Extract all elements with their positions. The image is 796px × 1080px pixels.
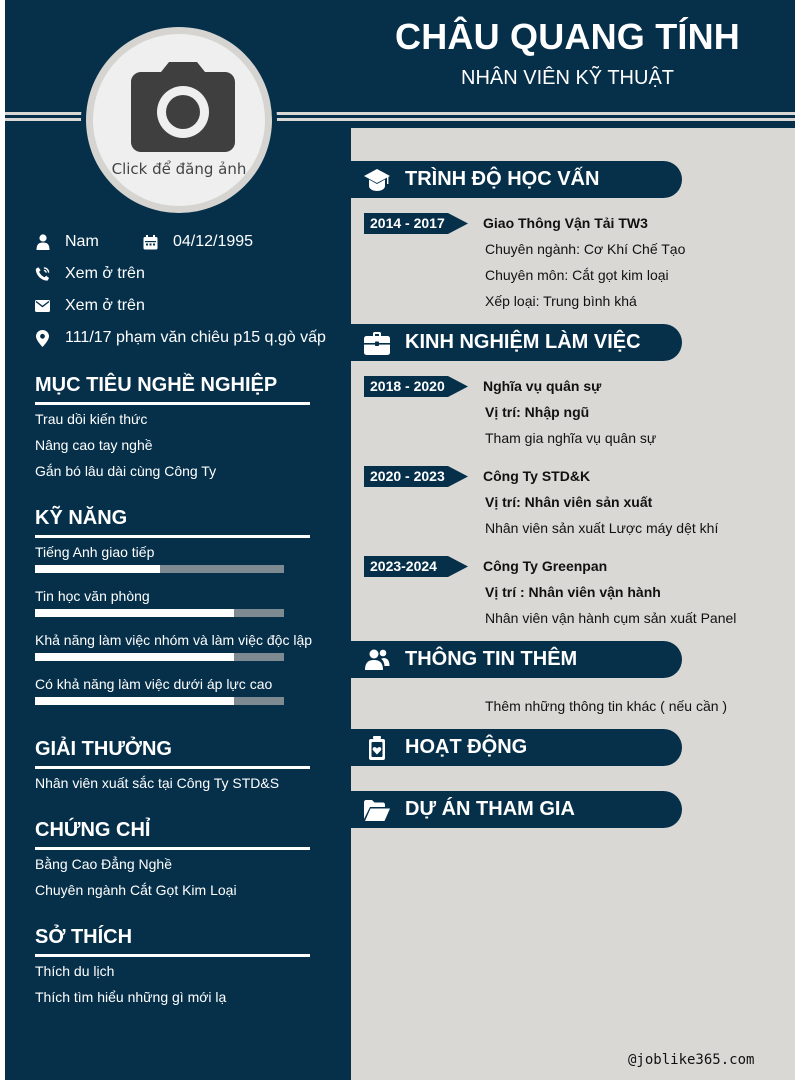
- education-school: Giao Thông Vận Tải TW3: [483, 215, 648, 231]
- candidate-name: CHÂU QUANG TÍNH: [395, 16, 740, 57]
- education-heading: TRÌNH ĐỘ HỌC VẤN: [405, 168, 600, 190]
- certificates-heading: CHỨNG CHỈ: [35, 819, 151, 841]
- envelope-icon: [35, 298, 50, 314]
- candidate-job-title: NHÂN VIÊN KỸ THUẬT: [461, 67, 674, 89]
- objective-item: Gắn bó lâu dài cùng Công Ty: [35, 463, 217, 479]
- extra-info-heading: THÔNG TIN THÊM: [405, 648, 578, 670]
- folder-open-icon: [363, 797, 391, 823]
- experience-section-header: [351, 324, 682, 361]
- skill-bar-fill: [35, 609, 234, 617]
- education-line: Chuyên ngành: Cơ Khí Chế Tạo: [485, 241, 686, 257]
- briefcase-icon: [363, 330, 391, 356]
- experience-heading: KINH NGHIỆM LÀM VIỆC: [405, 331, 641, 353]
- award-item: Nhân viên xuất sắc tại Công Ty STD&S: [35, 775, 280, 791]
- email-value: Xem ở trên: [65, 297, 145, 314]
- education-date-tag: [364, 213, 468, 234]
- skill-bar: [35, 653, 284, 661]
- skill-bar-fill: [35, 697, 234, 705]
- experience-position: Vị trí : Nhân viên vận hành: [485, 584, 661, 600]
- hobby-item: Thích du lịch: [35, 963, 115, 979]
- avatar[interactable]: [81, 22, 277, 218]
- awards-heading: GIẢI THƯỞNG: [35, 738, 172, 760]
- certificate-item: Bằng Cao Đẳng Nghề: [35, 856, 172, 872]
- address-row: [35, 329, 326, 347]
- skill-label: Tiếng Anh giao tiếp: [35, 544, 155, 560]
- awards-rule: [35, 766, 310, 769]
- activities-section-header: [351, 729, 682, 766]
- skill-bar-fill: [35, 565, 160, 573]
- certificate-item: Chuyên ngành Cắt Gọt Kim Loại: [35, 882, 237, 898]
- experience-company: Công Ty Greenpan: [483, 558, 608, 574]
- birthday-row: [143, 233, 253, 251]
- skill-label: Có khả năng làm việc dưới áp lực cao: [35, 676, 273, 692]
- avatar-upload-area[interactable]: [93, 34, 265, 206]
- id-badge-icon: [363, 735, 391, 761]
- map-pin-icon: [35, 330, 50, 346]
- experience-date-tag: [364, 376, 468, 397]
- users-icon: [363, 647, 391, 673]
- cv-page: [5, 0, 795, 1080]
- projects-heading: DỰ ÁN THAM GIA: [405, 798, 575, 820]
- phone-icon: [35, 266, 50, 282]
- watermark: @joblike365.com: [628, 1052, 755, 1068]
- experience-date-tag: [364, 466, 468, 487]
- hobbies-rule: [35, 954, 310, 957]
- gender-value: Nam: [65, 233, 99, 250]
- experience-company: Công Ty STD&K: [483, 468, 591, 484]
- phone-value: Xem ở trên: [65, 265, 145, 282]
- objective-item: Trau dồi kiến thức: [35, 411, 148, 427]
- projects-section-header: [351, 791, 682, 828]
- experience-date: 2018 - 2020: [370, 378, 445, 394]
- address-value: 111/17 phạm văn chiêu p15 q.gò vấp: [65, 329, 326, 346]
- avatar-upload-label: Click để đăng ảnh: [111, 160, 247, 178]
- experience-description: Nhân viên sản xuất Lược máy dệt khí: [485, 520, 719, 536]
- experience-company: Nghĩa vụ quân sự: [483, 378, 602, 394]
- sidebar: [5, 128, 351, 1080]
- education-section-header: [351, 161, 682, 198]
- skill-bar: [35, 697, 284, 705]
- objective-item: Nâng cao tay nghề: [35, 437, 153, 453]
- education-line: Chuyên môn: Cắt gọt kim loại: [485, 267, 669, 283]
- skill-bar-fill: [35, 653, 234, 661]
- hobbies-heading: SỞ THÍCH: [35, 926, 133, 948]
- hobby-item: Thích tìm hiểu những gì mới lạ: [35, 989, 227, 1005]
- extra-info-text: Thêm những thông tin khác ( nếu cần ): [485, 698, 728, 714]
- phone-row: [35, 265, 145, 283]
- education-date: 2014 - 2017: [370, 215, 445, 231]
- objective-rule: [35, 402, 310, 405]
- education-line: Xếp loại: Trung bình khá: [485, 293, 637, 309]
- skill-bar: [35, 609, 284, 617]
- skill-bar: [35, 565, 284, 573]
- experience-date: 2023-2024: [370, 558, 437, 574]
- avatar-ring: [86, 27, 272, 213]
- birthday-value: 04/12/1995: [173, 233, 254, 250]
- experience-date: 2020 - 2023: [370, 468, 445, 484]
- experience-date-tag: [364, 556, 468, 577]
- certificates-rule: [35, 847, 310, 850]
- extra-info-section-header: [351, 641, 682, 678]
- calendar-icon: [143, 234, 158, 250]
- experience-description: Tham gia nghĩa vụ quân sự: [485, 430, 657, 446]
- camera-icon: [131, 62, 235, 152]
- objective-heading: MỤC TIÊU NGHỀ NGHIỆP: [35, 374, 278, 396]
- skill-label: Tin học văn phòng: [35, 588, 150, 604]
- gender-row: [35, 233, 99, 251]
- experience-position: Vị trí: Nhập ngũ: [485, 404, 590, 420]
- activities-heading: HOẠT ĐỘNG: [405, 736, 528, 758]
- skill-label: Khả năng làm việc nhóm và làm việc độc lập: [35, 632, 313, 648]
- skills-rule: [35, 535, 310, 538]
- experience-description: Nhân viên vận hành cụm sản xuất Panel: [485, 610, 737, 626]
- experience-position: Vị trí: Nhân viên sản xuất: [485, 494, 653, 510]
- email-row: [35, 297, 145, 315]
- skills-heading: KỸ NĂNG: [35, 507, 128, 529]
- user-icon: [35, 234, 50, 250]
- graduation-cap-icon: [363, 167, 391, 193]
